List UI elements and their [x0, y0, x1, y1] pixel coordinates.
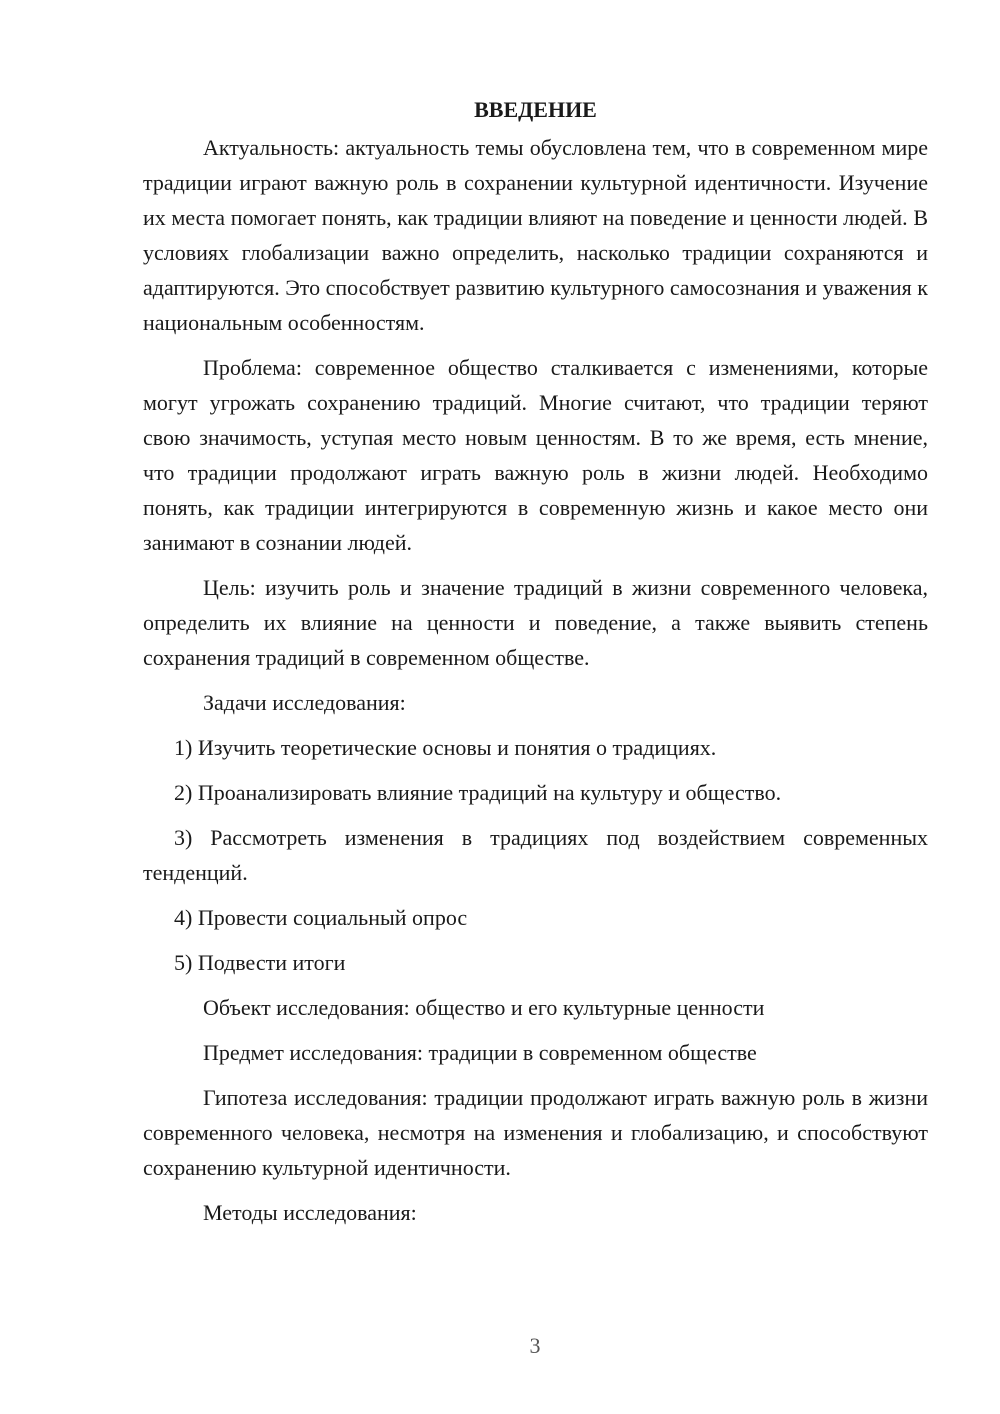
page-number: 3: [529, 1333, 541, 1358]
goal-paragraph: Цель: изучить роль и значение традиций в жизни современного человека, определить их влияние на ценности и поведение, а также выявить степень сохранения традиций в современном обществе.: [143, 575, 928, 670]
document-page: [143, 92, 928, 1240]
task-item-3: 3) Рассмотреть изменения в традициях под воздействием современных тенденций.: [143, 825, 928, 885]
task-item-2: 2) Проанализировать влияние традиций на культуру и общество.: [174, 780, 782, 805]
tasks-heading: Задачи исследования:: [203, 690, 406, 715]
section-title: ВВЕДЕНИЕ: [474, 97, 597, 122]
object-line: Объект исследования: общество и его культурные ценности: [203, 995, 765, 1020]
hypothesis-paragraph: Гипотеза исследования: традиции продолжают играть важную роль в жизни современного человека, несмотря на изменения и глобализацию, и способствуют сохранению культурной идентичности.: [143, 1085, 928, 1180]
relevance-paragraph: Актуальность: актуальность темы обусловлена тем, что в современном мире традиции играют важную роль в сохранении культурной идентичности. Изучение их места помогает понять, как традиции влияют на поведение и ценности людей. В условиях глобализации важно определить, насколько традиции сохраняются и адаптируются. Это способствует развитию культурного самосознания и уважения к национальным особенностям.: [143, 135, 928, 335]
task-item-1: 1) Изучить теоретические основы и понятия о традициях.: [174, 735, 717, 760]
problem-paragraph: Проблема: современное общество сталкивается с изменениями, которые могут угрожать сохранению традиций. Многие считают, что традиции теряют свою значимость, уступая место новым ценностям. В то же время, есть мнение, что традиции продолжают играть важную роль в жизни людей. Необходимо понять, как традиции интегрируются в современную жизнь и какое место они занимают в сознании людей.: [143, 355, 928, 555]
subject-line: Предмет исследования: традиции в современном обществе: [203, 1040, 757, 1065]
task-item-5: 5) Подвести итоги: [174, 950, 346, 975]
task-item-4: 4) Провести социальный опрос: [174, 905, 468, 930]
methods-heading: Методы исследования:: [203, 1200, 417, 1225]
